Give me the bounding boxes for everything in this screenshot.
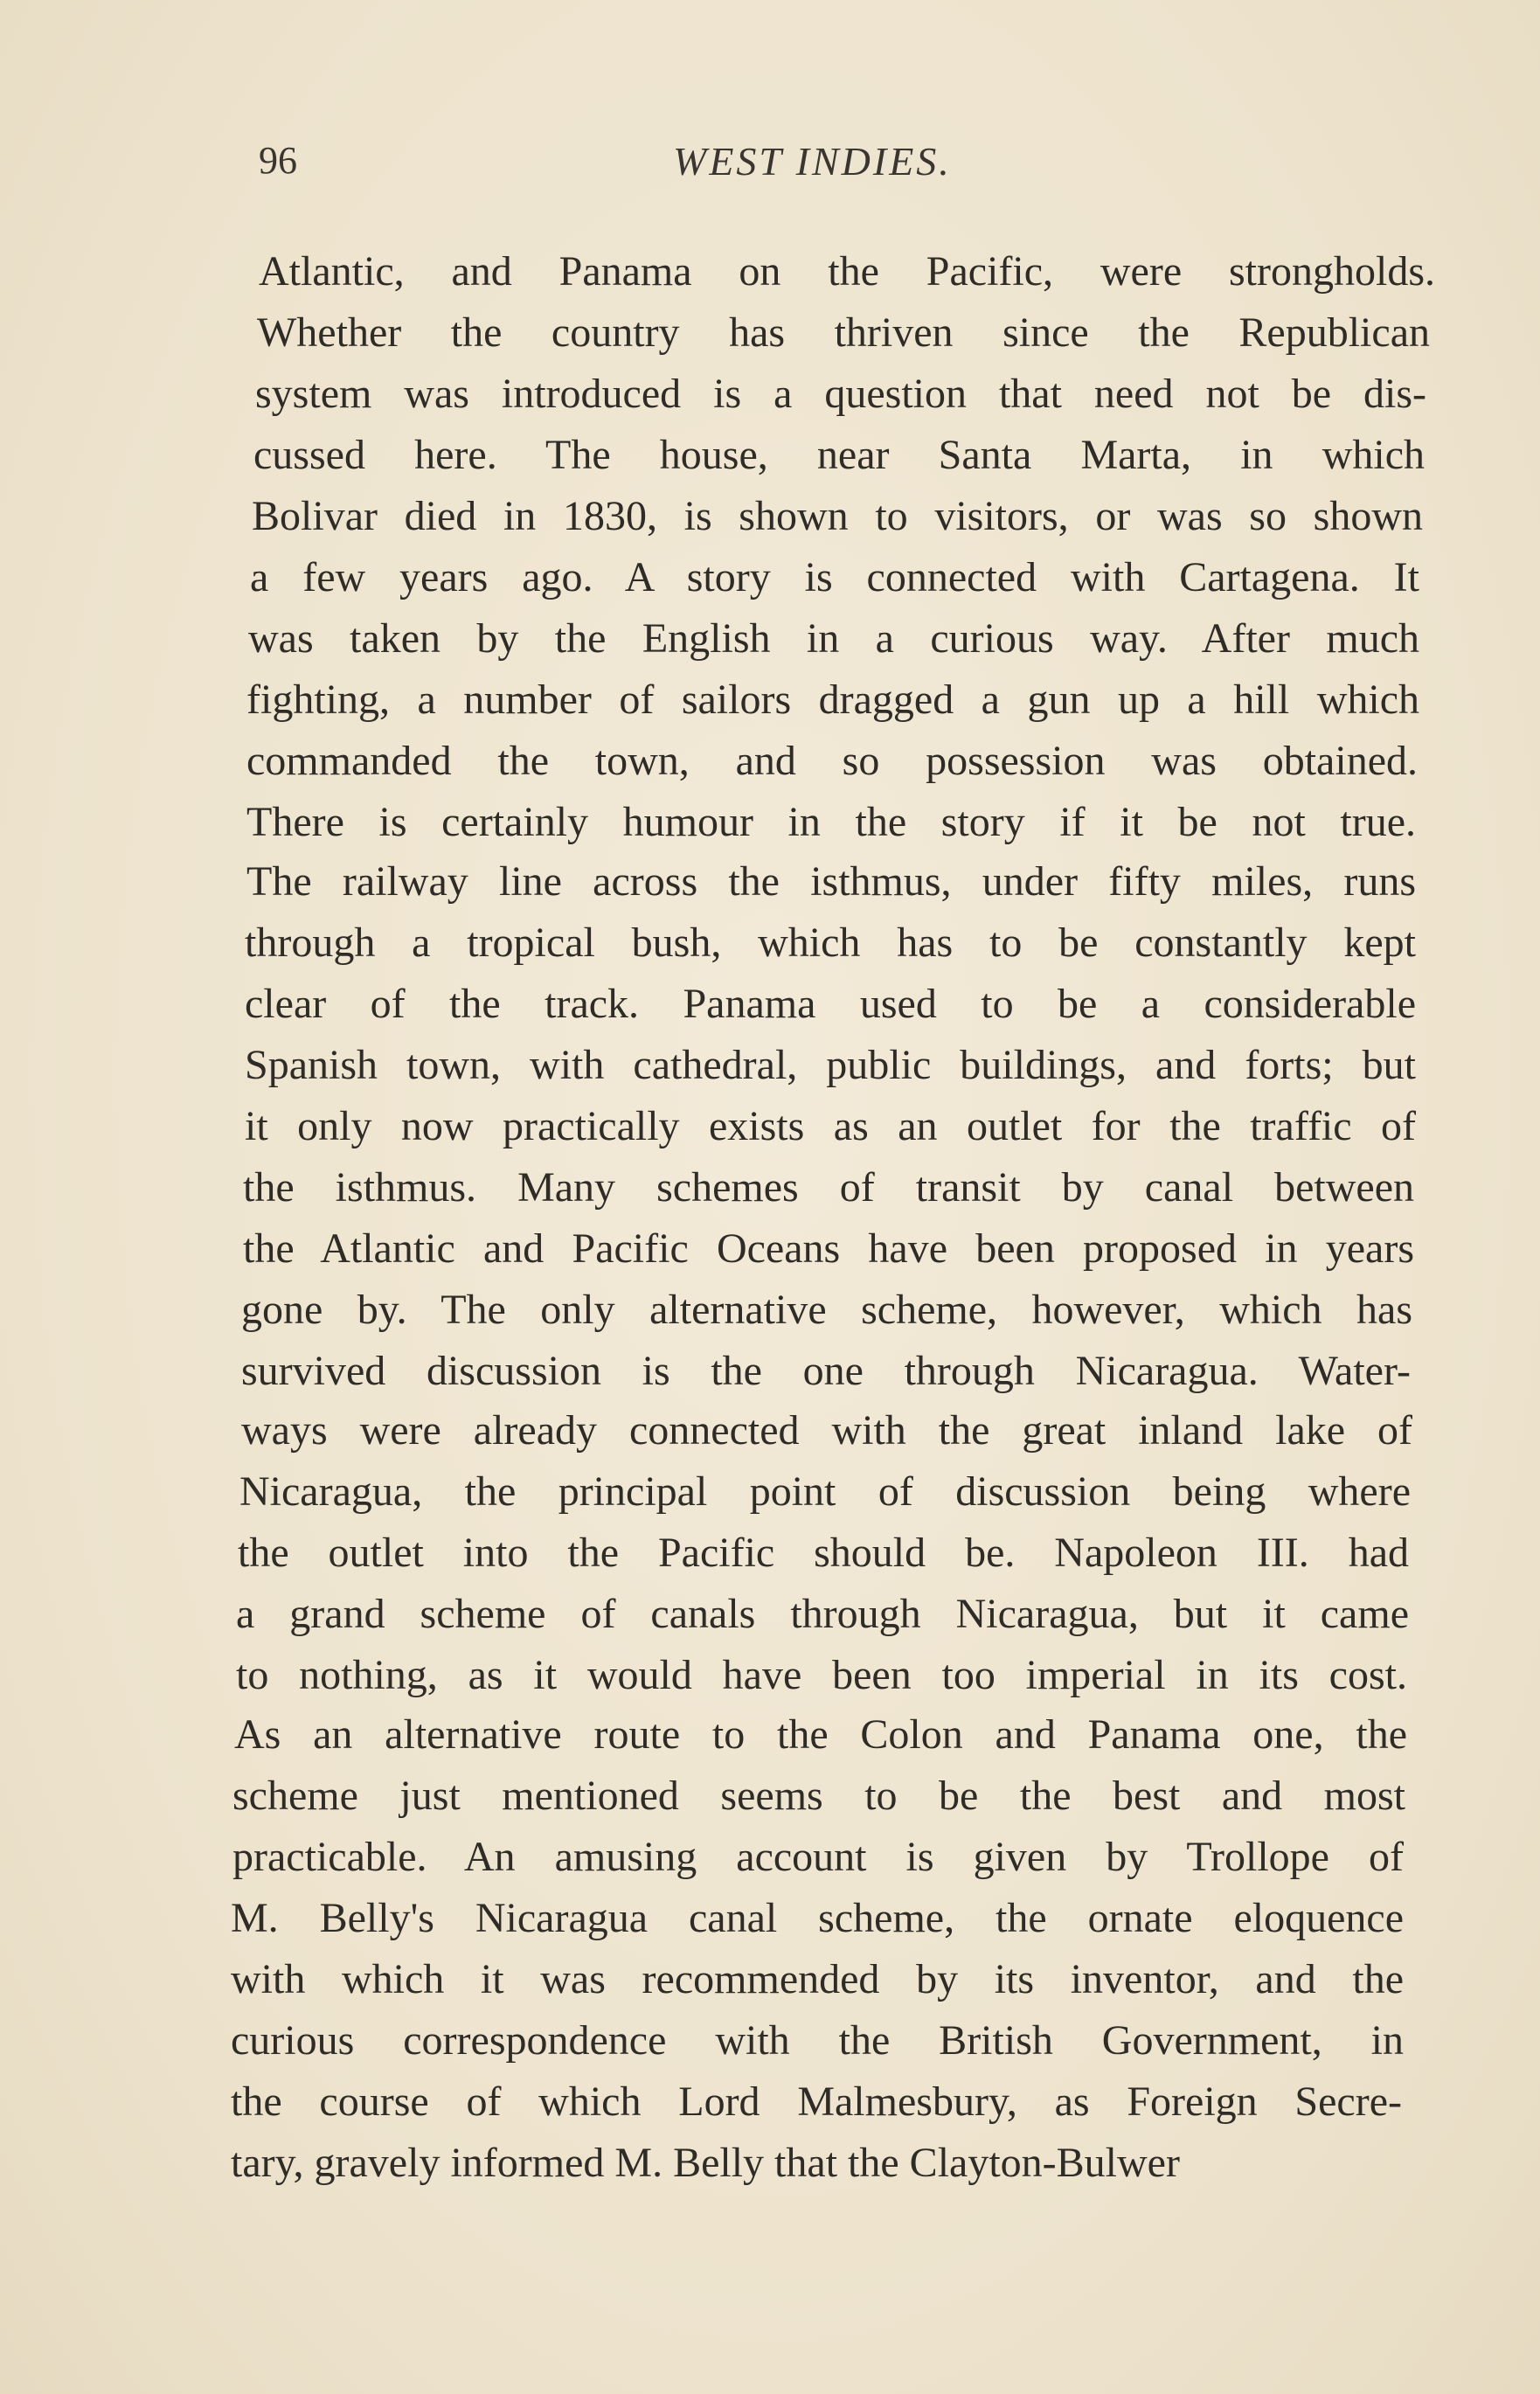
text-line: a grand scheme of canals through Nicaragua, but it came	[236, 1591, 1409, 1637]
text-line: survived discussion is the one through Nicaragua. Water-	[241, 1348, 1411, 1394]
text-line: There is certainly humour in the story if it be not true.	[246, 799, 1416, 845]
text-line: commanded the town, and so possession was obtained.	[246, 738, 1418, 784]
text-line: clear of the track. Panama used to be a considerable	[245, 981, 1416, 1027]
text-line: gone by. The only alternative scheme, however, which has	[241, 1287, 1412, 1333]
text-line: cussed here. The house, near Santa Marta, in which	[253, 432, 1425, 478]
text-line: to nothing, as it would have been too imperial in its cost.	[236, 1652, 1407, 1698]
text-line: a few years ago. A story is connected with Cartagena. It	[250, 554, 1419, 600]
text-line: Whether the country has thriven since the Republican	[257, 309, 1430, 356]
text-line: fighting, a number of sailors dragged a gun up a hill which	[246, 677, 1419, 723]
text-line: scheme just mentioned seems to be the best and most	[232, 1773, 1405, 1819]
text-line: Nicaragua, the principal point of discussion being where	[239, 1468, 1411, 1515]
text-line: M. Belly's Nicaragua canal scheme, the ornate eloquence	[231, 1895, 1404, 1941]
running-title: WEST INDIES.	[673, 139, 952, 184]
text-line: system was introduced is a question that need not be dis-	[255, 371, 1426, 417]
text-line: The railway line across the isthmus, under fifty miles, runs	[246, 858, 1416, 905]
text-line: curious correspondence with the British Government, in	[231, 2017, 1404, 2064]
text-line: with which it was recommended by its inventor, and the	[231, 1956, 1404, 2002]
text-line: practicable. An amusing account is given by Trollope of	[232, 1834, 1404, 1880]
text-line: tary, gravely informed M. Belly that the Clayton-Bulwer	[231, 2140, 1180, 2186]
text-line: the Atlantic and Pacific Oceans have been proposed in years	[243, 1225, 1414, 1272]
text-line: the isthmus. Many schemes of transit by canal between	[243, 1164, 1414, 1211]
text-line: As an alternative route to the Colon and Panama one, the	[234, 1711, 1407, 1758]
text-line: Bolivar died in 1830, is shown to visitors, or was so shown	[252, 493, 1423, 539]
text-line: Spanish town, with cathedral, public buildings, and forts; but	[245, 1042, 1416, 1088]
text-line: the course of which Lord Malmesbury, as Foreign Secre-	[231, 2078, 1402, 2125]
text-line: through a tropical bush, which has to be constantly kept	[245, 919, 1416, 966]
page-number: 96	[259, 139, 297, 182]
text-line: it only now practically exists as an outlet for the traffic of	[245, 1103, 1416, 1149]
text-line: ways were already connected with the great inland lake of	[241, 1407, 1412, 1454]
text-line: the outlet into the Pacific should be. Napoleon III. had	[238, 1530, 1409, 1576]
page-header	[0, 138, 1540, 199]
text-line: Atlantic, and Panama on the Pacific, were strongholds.	[259, 248, 1435, 295]
text-line: was taken by the English in a curious way. After much	[248, 615, 1419, 662]
